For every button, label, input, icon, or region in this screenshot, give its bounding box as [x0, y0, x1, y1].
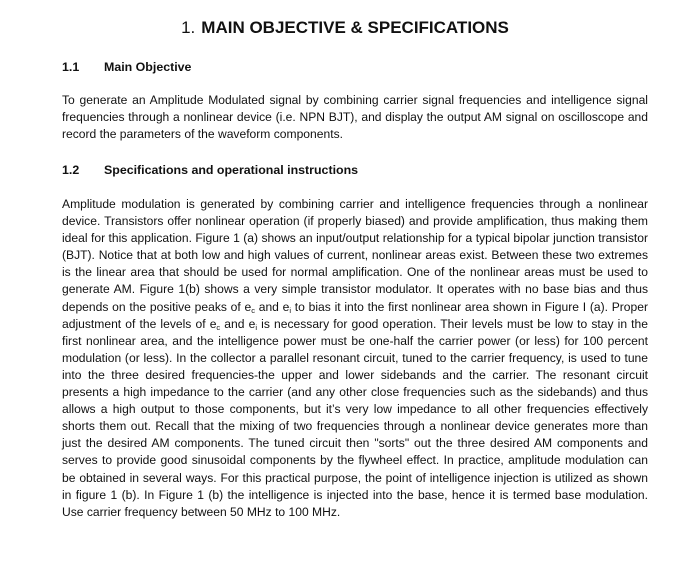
title-number: 1. [181, 18, 196, 37]
title-text: MAIN OBJECTIVE & SPECIFICATIONS [201, 18, 509, 37]
section-number: 1.1 [62, 60, 80, 74]
document-title [0, 17, 690, 39]
section-heading-text: Main Objective [104, 60, 192, 74]
section-heading-main-objective [62, 59, 191, 75]
subscript-i: i [289, 305, 292, 315]
section-number: 1.2 [62, 163, 80, 177]
paragraph-text: and e [254, 299, 290, 314]
section-heading-specifications [62, 162, 358, 178]
specifications-paragraph [62, 196, 648, 521]
subscript-c: c [251, 305, 255, 315]
paragraph-text: and e [220, 316, 256, 331]
paragraph-text: is necessary for good operation. Their levels must be low to stay in the first nonlinear area, and the intelligence power must be one-half the carrier power (or less) for 100 percent modulation (or less). In the collector a parallel resonant circuit, tuned to the carrier frequency, is used to tune into the three desired frequencies-the upper and lower sidebands and the carrier. The resonant circuit presents a high impedance to the carrier (and any other close frequencies such as the sidebands) and thus allows a high output to those components, but it’s very low impedance to all other frequencies effectively shorts them out. Recall that the mixing of two frequencies through a nonlinear device generates more than just the desired AM components. The tuned circuit then "sorts" out the three desired AM components and serves to provide good sinusoidal components by the flywheel effect. In practice, amplitude modulation can be obtained in several ways. For this practical purpose, the point of intelligence injection is utilized as shown in figure 1 (b). In Figure 1 (b) the intelligence is injected into the base, hence it is termed base modulation. Use carrier frequency between 50 MHz to 100 MHz. [62, 316, 648, 519]
main-objective-paragraph: To generate an Amplitude Modulated signal by combining carrier signal frequencies and intelligence signal frequencies through a nonlinear device (i.e. NPN BJT), and display the output AM signal on oscilloscope and record the parameters of the waveform components. [62, 93, 648, 142]
paragraph-text: to bias it into the first nonlinear area shown in Figure I (a). Proper adjustment of the levels of e [62, 299, 649, 331]
paragraph-text: Amplitude modulation is generated by combining carrier and intelligence frequencies through a nonlinear device. Transistors offer nonlinear operation (if properly biased) and provide amplification, thus making them ideal for this application. Figure 1 (a) shows an input/output relationship for a typical bipolar junction transistor (BJT). Notice that at both low and high values of current, nonlinear areas exist. Between these two extremes is the linear area that should be used for normal amplification. One of the nonlinear areas must be used to generate AM. Figure 1(b) shows a very simple transistor modulator. It operates with no base bias and thus depends on the positive peaks of e [62, 197, 648, 314]
subscript-c: c [216, 322, 221, 332]
section-heading-text: Specifications and operational instructions [104, 163, 359, 177]
subscript-i: i [255, 322, 258, 332]
